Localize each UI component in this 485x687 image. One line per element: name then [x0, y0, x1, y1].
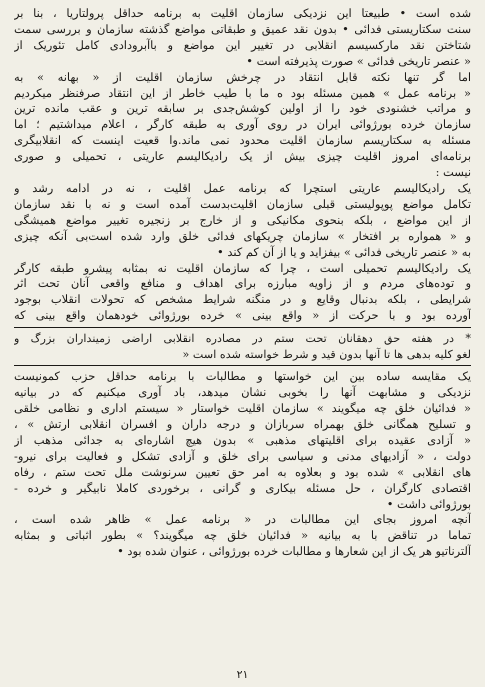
text-line: برنامه‌ای امروز اقلیت چیزی بیش از یک رادیکالیسم عاریتی ، تحمیلی و صوری — [14, 149, 471, 164]
text-line: یک رادیکالیسم تحمیلی است ، چرا که سازمان اقلیت نه بمثابه پیشرو طبقه کارگر — [14, 260, 471, 275]
text-line: « برنامه عمل » همین مسئله بود ه ما با طیب خاطر از این انتقاد صرفنظر میکردیم — [14, 85, 471, 100]
paragraph-4 — [14, 261, 471, 325]
text-line: سنت سکتاریستی فدائی • بدون نقد عمیق و طبقاتی مواضع گذشته سازمان و بررسی سمت — [14, 21, 471, 36]
text-line: آنچه امروز بجای این مطالبات در « برنامه عمل » ظاهر شده است ، — [14, 512, 471, 527]
text-line: مسئله به سکتاریسم سازمان اقلیت محدود نمی ماند.وا قعیت اینست که انقلابیگری — [14, 133, 471, 148]
text-line: نیست : — [435, 165, 471, 180]
text-line: تکامل مواضع پوپولیستی قبلی سازمان اقلیت‌بدست آمده است و نه با نقد سازمان — [14, 196, 471, 211]
text-line: از این مواضع ، بلکه بنحوی مکانیکی و از خارج بر زنجیره تغییر مواضع همیشگی — [14, 212, 471, 227]
paragraph-5 — [14, 369, 471, 512]
text-line: شده است • طبیعتا این نزدیکی سازمان اقلیت به برنامه حداقل پرولتاریا ، بنا بر — [14, 6, 471, 20]
text-line: آورده بود و با حرکت از « واقع بینی » خرده بورژوائی خودهمان واقع بینی که — [14, 308, 471, 323]
text-line: و « همواره بر افتخار » سازمان چریکهای فدائی خلق وارد شده است‌بی آنکه چیزی — [14, 228, 471, 243]
paragraph-2 — [14, 70, 471, 181]
text-line: « فدائیان خلق چه میگویند » سازمان اقلیت خواستار « سیستم اداری و نظامی خلقی — [14, 401, 471, 416]
footnote-line: لغو کلیه بدهی ها تا آنها بدون قید و شرط خواسته شده است « — [182, 347, 471, 361]
text-line: آلترناتیو هر یک از این شعارها و مطالبات خرده بورژوائی ، عنوان شده بود • — [117, 544, 471, 559]
text-line: سازمان خرده بورژوائی ایران در روی آوری به طبقه کارگر ، اعلام میداشتیم ؛ اما — [14, 117, 471, 132]
text-line: « آزادی عقیده برای اقلیتهای مذهبی » بدون هیچ اشاره‌ای به جدائی مذهب از — [14, 432, 471, 447]
text-line: تماما در تناقض با به بیانیه « فدائیان خلق چه میگویند؟ » بطور اثباتی و بمثابه — [14, 528, 471, 543]
footnote-line: * در هفته حق دهقانان تحت ستم در مصادره انقلابی اراضی زمینداران بزرگ و — [14, 332, 471, 346]
text-line: های انقلابی » شده بود و بعلاوه به امر حق تعیین سرنوشت ملل تحت ستم ، رفاه — [14, 464, 471, 479]
paragraph-1 — [14, 6, 471, 70]
text-line: و توده‌های مردم و از زاویه مبارزه برای اهداف و منافع واقعی آنان تحت ‌اثر — [14, 276, 471, 291]
text-line: و مراتب خشنودی خود را از اولین کوشش‌جدی بر سابقه ترین و عقب مانده ترین — [14, 101, 471, 116]
footnote-divider — [14, 327, 471, 328]
text-line: اما گر تنها نکته قابل انتقاد در چرخش سازمان اقلیت از « بهانه » به — [14, 69, 471, 84]
paragraph-3 — [14, 181, 471, 261]
text-line: به « عنصر تاریخی فدائی » بیفزاید و یا از آن کم کند • — [217, 244, 471, 259]
paragraph-6 — [14, 512, 471, 560]
text-line: و تسلیح همگانی خلق بهمراه سربازان و درجه داران و افسران انقلابی ارتش » ، — [14, 417, 471, 432]
text-line: « عنصر تاریخی فدائی » صورت پذیرفته است • — [246, 53, 471, 68]
text-line: نزدیکی و مشابهت آنها را بخوبی نشان میدهد، باد آوری میکنیم که در بیانیه — [14, 385, 471, 400]
text-line: یک مقایسه ساده بین این خواستها و مطالبات با برنامه حداقل حزب کمونیست — [14, 369, 471, 384]
footnote — [14, 331, 471, 362]
text-line: اقتصادی کارگران ، حل مسئله بیکاری و گرانی ، برخوردی کاملا نابیگیر و خرده - — [14, 480, 471, 495]
text-line: دولت ، « آزادیهای مدنی و سیاسی برای خلق و آزادی تشکل و فعالیت برای نیرو- — [14, 448, 471, 463]
text-line: شتاختن نقد مارکسیسم انقلابی در تغییر این مواضع و باآبرودادی کامل تئوریک از — [14, 37, 471, 52]
text-line: بورژوائی داشت • — [386, 496, 471, 511]
footnote-end-divider — [14, 365, 471, 366]
text-line: یک رادیکالیسم عاریتی استچرا که برنامه عمل اقلیت ، نه در ادامه رشد و — [14, 180, 471, 195]
page-number: ۲۱ — [236, 668, 249, 681]
text-line: شرایطی ، بلکه بدنبال وقایع و در منگنه شرایط مشخص که تحولات انقلاب بوجود — [14, 292, 471, 307]
